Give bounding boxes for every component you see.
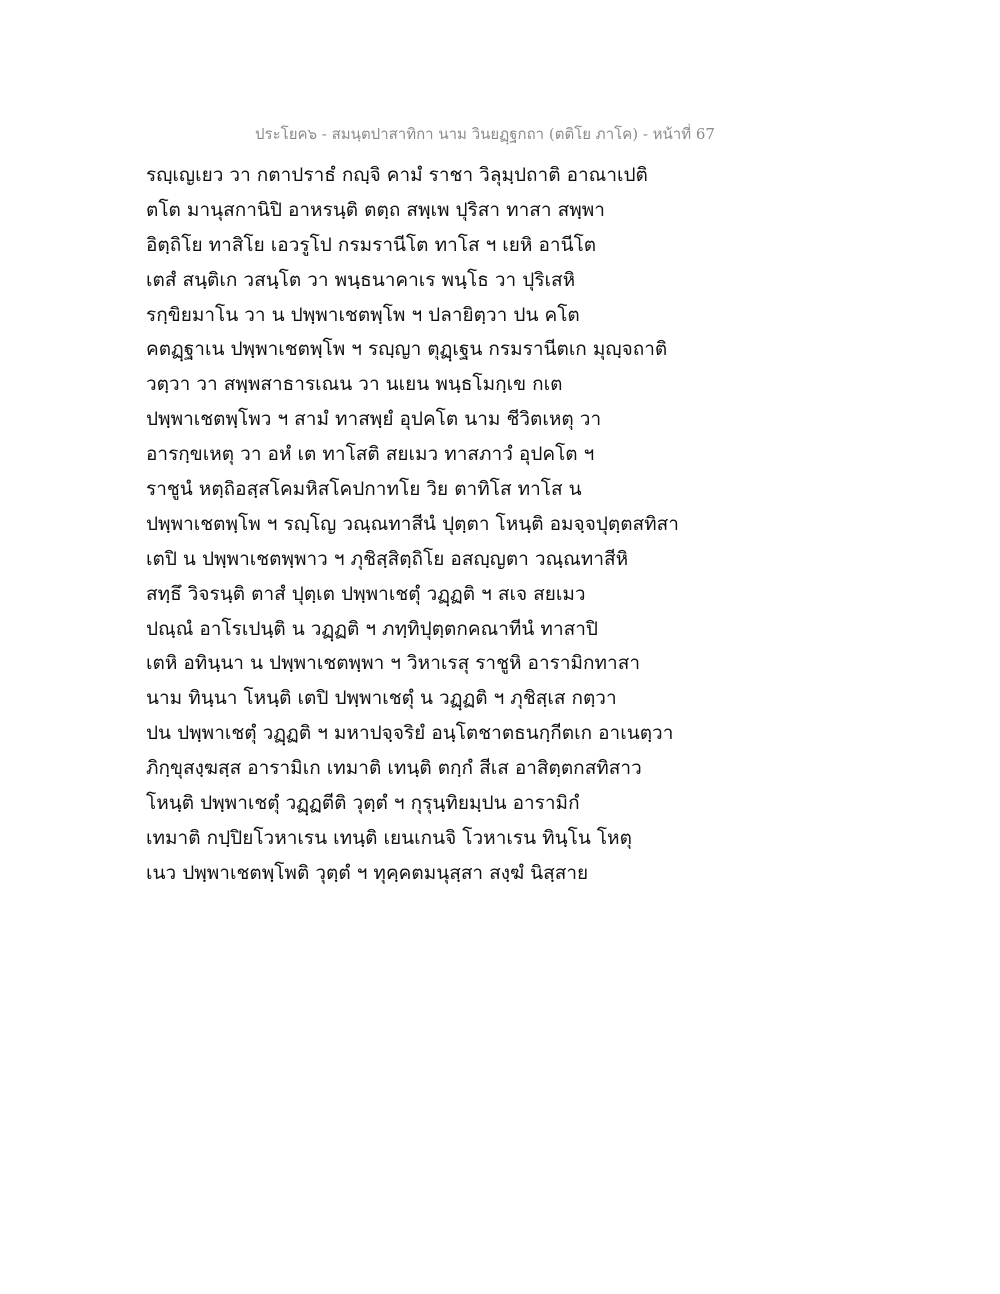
text-line: ปพฺพาเชตพฺโพว ฯ สามํ ทาสพฺยํ อุปคโต นาม ชีวิตเหตุ วา (146, 408, 602, 431)
text-line: ปณฺณํ อาโรเปนฺติ น วฏฺฏติ ฯ ภทฺทิปุตฺตกคณาทีนํ ทาสาปิ (146, 617, 598, 640)
text-line: วตฺวา วา สพฺพสาธารเณน วา นเยน พนฺธโมกฺเข กเต (146, 373, 563, 396)
text-line: อารกฺขเหตุ วา อหํ เต ทาโสติ สยเมว ทาสภาวํ อุปคโต ฯ (146, 443, 595, 466)
text-line: เทมาติ กปฺปิยโวหาเรน เทนฺติ เยนเกนจิ โวหาเรน ทินฺโน โหตุ (146, 826, 632, 849)
text-line: เตสํ สนฺติเก วสนฺโต วา พนฺธนาคาเร พนฺโธ วา ปุริเสหิ (146, 268, 576, 291)
text-line: ตโต มานุสกานิปิ อาหรนฺติ ตตฺถ สพฺเพ ปุริสา ทาสา สพฺพา (146, 198, 605, 221)
running-header: ประโยค๖ - สมนฺตปาสาทิกา นาม วินยฏฺฐกถา (ตติโย ภาโค) - หน้าที่ 67 (255, 125, 715, 143)
text-line: ปน ปพฺพาเชตุํ วฏฺฏติ ฯ มหาปจฺจริยํ อนฺโตชาตธนกฺกีตเก อาเนตฺวา (146, 722, 674, 745)
text-line: ปพฺพาเชตพฺโพ ฯ รญฺโญ วณฺณทาสีนํ ปุตฺตา โหนฺติ อมจฺจปุตฺตสทิสา (146, 512, 679, 535)
text-line: ภิกฺขุสงฺฆสฺส อารามิเก เทมาติ เทนฺติ ตกฺกํ สีเส อาสิตฺตกสทิสาว (146, 757, 642, 780)
body-text (146, 158, 786, 891)
text-line: คตฏฺฐาเน ปพฺพาเชตพฺโพ ฯ รญฺญา ตุฏฺเฐน กรมรานีตเก มุญฺจถาติ (146, 338, 668, 361)
text-line: เนว ปพฺพาเชตพฺโพติ วุตฺตํ ฯ ทุคฺคตมนุสฺสา สงฺฆํ นิสฺสาย (146, 861, 589, 884)
text-line: เตหิ อทินฺนา น ปพฺพาเชตพฺพา ฯ วิหาเรสุ ราชูหิ อารามิกทาสา (146, 652, 640, 675)
text-line: อิตฺถิโย ทาสิโย เอวรูโป กรมรานีโต ทาโส ฯ เยหิ อานีโต (146, 233, 597, 256)
text-line: รญฺเญเยว วา กตาปราธํ กญฺจิ คามํ ราชา วิลุมฺปถาติ อาณาเปติ (146, 164, 648, 186)
text-line: ราชูนํ หตฺถิอสฺสโคมหิสโคปกาทโย วิย ตาทิโส ทาโส น (146, 478, 582, 501)
text-line: เตปิ น ปพฺพาเชตพฺพาว ฯ ภุชิสฺสิตฺถิโย อสญฺญตา วณฺณทาสีหิ (146, 547, 629, 570)
text-line: นาม ทินฺนา โหนฺติ เตปิ ปพฺพาเชตุํ น วฏฺฏติ ฯ ภุชิสฺเส กตฺวา (146, 687, 617, 710)
text-line: โหนฺติ ปพฺพาเชตุํ วฏฺฏตีติ วุตฺตํ ฯ กุรุนฺทิยมฺปน อารามิกํ (146, 792, 580, 815)
text-line: รกฺขิยมาโน วา น ปพฺพาเชตพฺโพ ฯ ปลายิตฺวา ปน คโต (146, 303, 580, 326)
text-line: สทฺธึ วิจรนฺติ ตาสํ ปุตฺเต ปพฺพาเชตุํ วฏฺฏติ ฯ สเจ สยเมว (146, 582, 586, 605)
